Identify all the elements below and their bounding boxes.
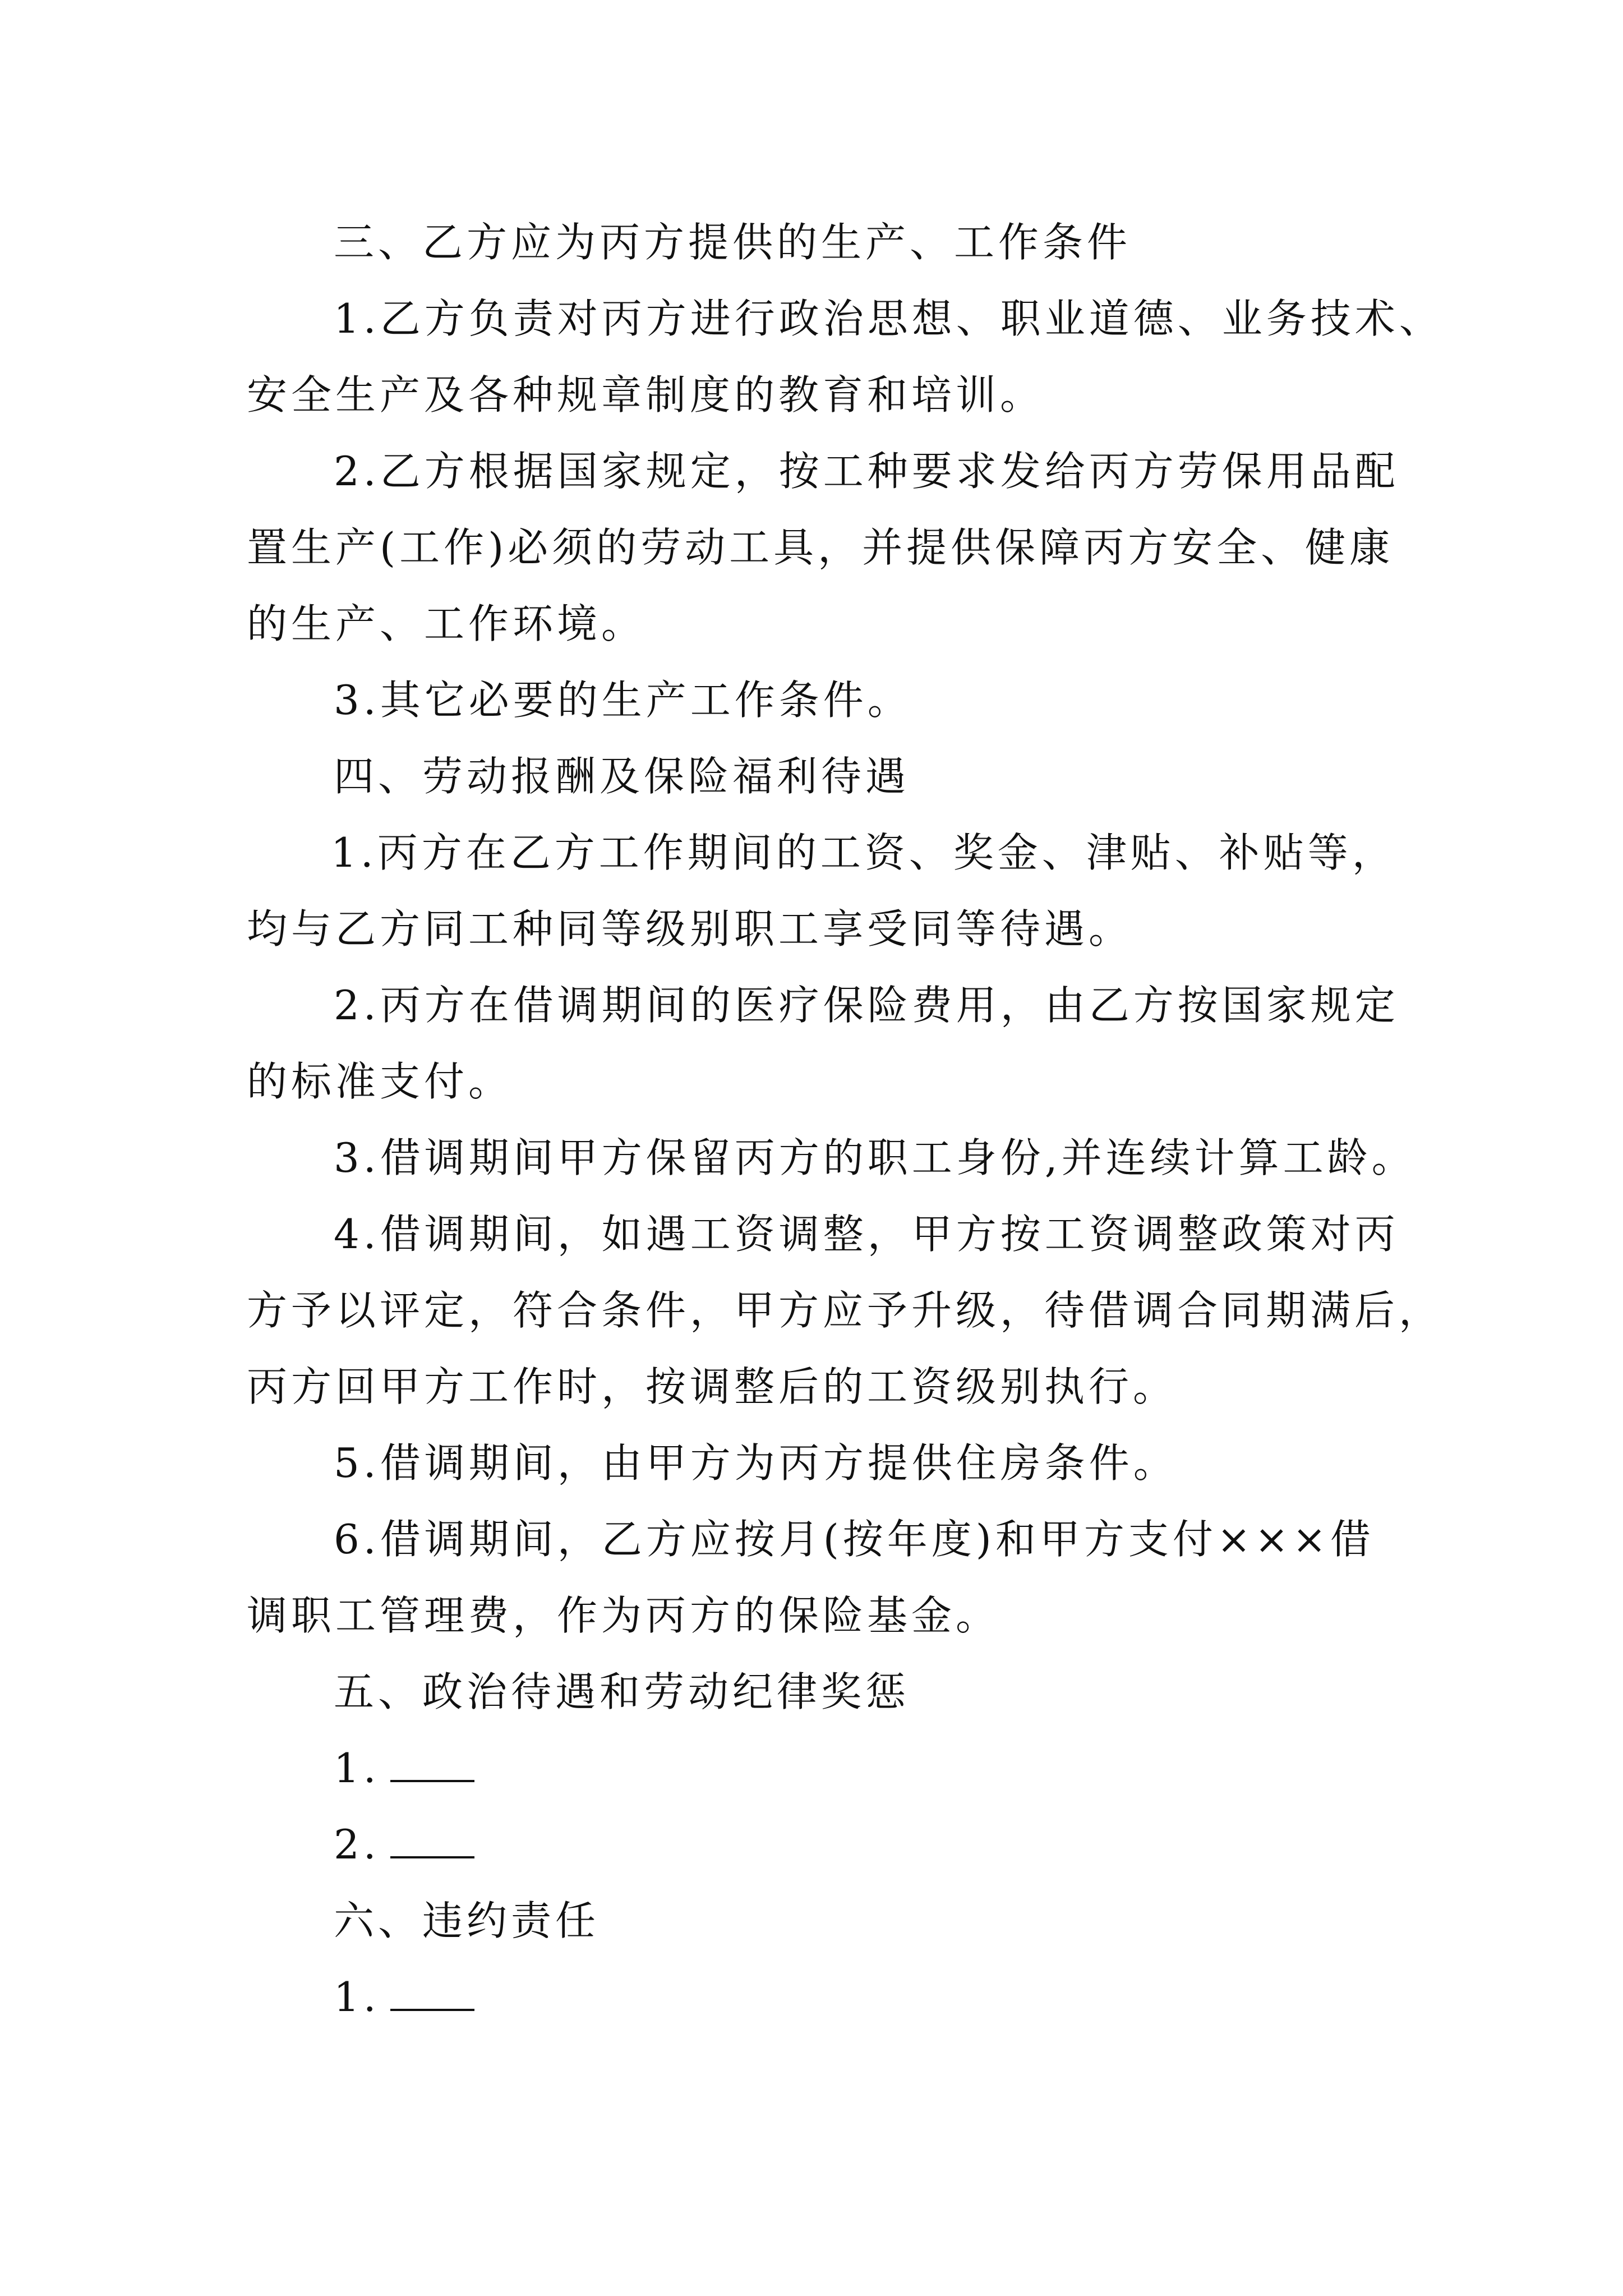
section6-item1-number: 1. [334,1973,380,2021]
section4-item4-line3: 丙方回甲方工作时，按调整后的工资级别执行。 [247,1363,1178,1410]
section3-item1-line1: 1.乙方负责对丙方进行政治思想、职业道德、业务技术、 [334,295,1444,342]
section3-heading: 三、乙方应为丙方提供的生产、工作条件 [334,219,1132,266]
section3-item3: 3.其它必要的生产工作条件。 [334,677,912,724]
fill-in-blank [390,1746,474,1782]
section3-item2-line3: 的生产、工作环境。 [247,600,646,647]
section6-heading: 六、违约责任 [334,1897,600,1944]
section4-heading: 四、劳动报酬及保险福利待遇 [334,753,910,800]
section5-item2-number: 2. [334,1821,380,1868]
section5-item2 [0,1816,1623,1872]
section4-item6-line2: 调职工管理费，作为丙方的保险基金。 [247,1592,1000,1639]
section3-item1-line2: 安全生产及各种规章制度的教育和培训。 [247,371,1045,418]
section4-item6-line1: 6.借调期间，乙方应按月(按年度)和甲方支付×××借 [334,1516,1375,1563]
section3-item2-line2: 置生产(工作)必须的劳动工具，并提供保障丙方安全、健康 [247,524,1394,571]
section5-item1 [0,1740,1623,1796]
fill-in-blank [390,1823,474,1858]
section4-item3: 3.借调期间甲方保留丙方的职工身份,并连续计算工龄。 [334,1134,1416,1181]
section4-item4-line1: 4.借调期间，如遇工资调整，甲方按工资调整政策对丙 [334,1211,1399,1258]
section4-item2-line1: 2.丙方在借调期间的医疗保险费用，由乙方按国家规定 [334,982,1399,1029]
section4-item1-line1: 1.丙方在乙方工作期间的工资、奖金、津贴、补贴等， [331,829,1396,876]
section4-item5: 5.借调期间，由甲方为丙方提供住房条件。 [334,1439,1178,1487]
section5-heading: 五、政治待遇和劳动纪律奖惩 [334,1668,910,1715]
fill-in-blank [390,1975,474,2011]
section6-item1 [0,1969,1623,2025]
section4-item2-line2: 的标准支付。 [247,1058,513,1105]
section3-item2-line1: 2.乙方根据国家规定，按工种要求发给丙方劳保用品配 [334,448,1399,495]
section4-item4-line2: 方予以评定，符合条件，甲方应予升级，待借调合同期满后， [247,1287,1444,1334]
section4-item1-line2: 均与乙方同工种同等级别职工享受同等待遇。 [247,905,1133,953]
section5-item1-number: 1. [334,1745,380,1792]
